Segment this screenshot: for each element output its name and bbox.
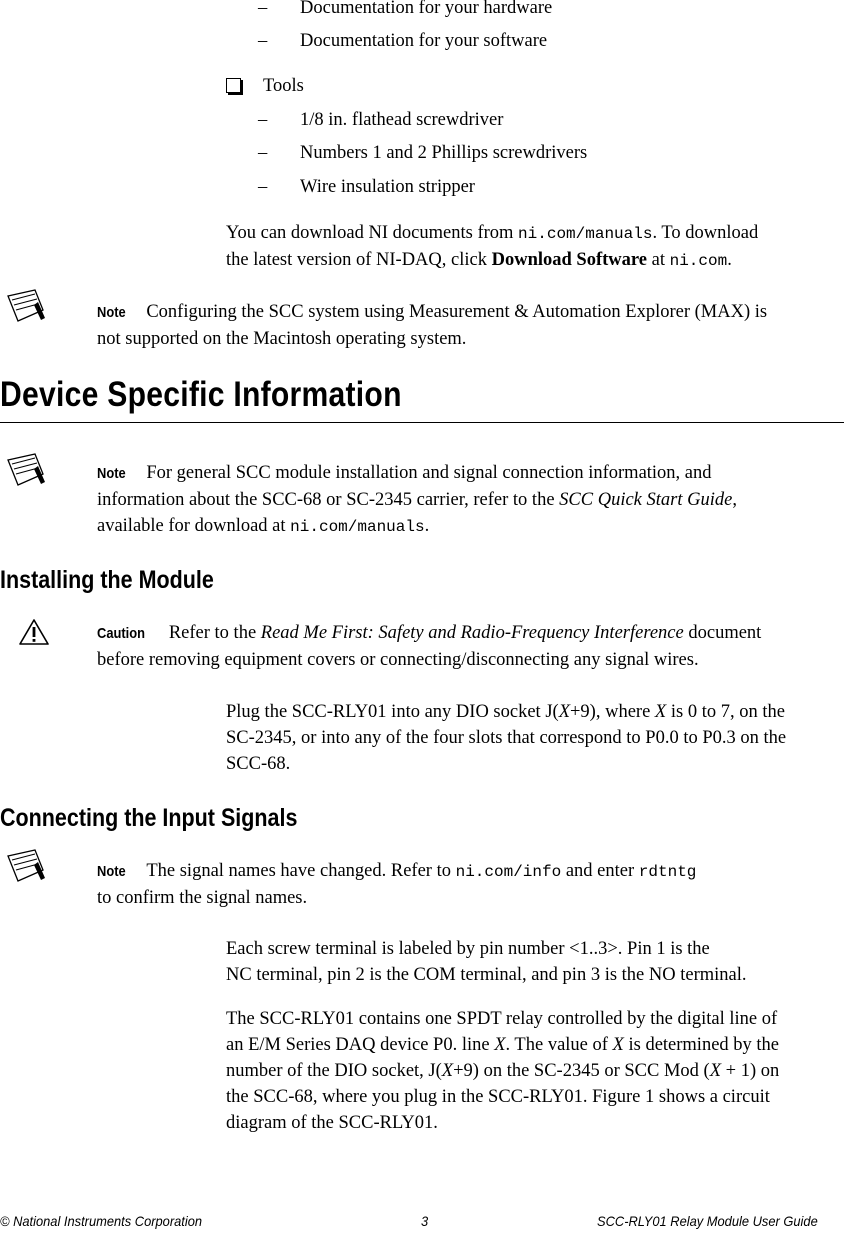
note-icon [5,288,47,326]
list-dash: – [258,177,268,197]
tools-item: 1/8 in. flathead screwdriver [300,110,504,130]
info-code: rdtntg [638,863,697,881]
manuals-link: ni.com/manuals [518,225,653,243]
software-docs-item: Documentation for your software [300,31,548,51]
hardware-docs-item: Documentation for your hardware [300,0,553,18]
read-me-first-title: Read Me First: Safety and Radio-Frequency Interference [260,623,684,643]
title-rule [0,422,844,423]
relay-paragraph: The SCC-RLY01 contains one SPDT relay controlled by the digital line of an E/M Series DAQ device P0. line X. The value of X is determined by the number of the DIO socket, J(X+9) on the SC-2345 or SCC Mod (X + 1) on the SCC-68, where you plug in the SCC-RLY01. Figure 1 shows a circuit diagram of the SCC-RLY01. [226,1009,780,1133]
note-configuring-max: Note Configuring the SCC system using Measurement & Automation Explorer (MAX) is not supported on the Macintosh operating system. [97,302,768,349]
tools-item: Wire insulation stripper [300,177,475,197]
caution-icon [18,618,50,646]
installing-module-heading: Installing the Module [0,566,214,594]
download-software-text: Download Software [491,250,647,270]
caution-safety: Caution Refer to the Read Me First: Safety and Radio-Frequency Interference document before removing equipment covers or connecting/disconnecting any signal wires. [97,623,762,670]
checkbox-icon [226,78,241,93]
footer-guide-title: SCC-RLY01 Relay Module User Guide [597,1213,818,1229]
list-dash: – [258,0,268,18]
tools-item: Numbers 1 and 2 Phillips screwdrivers [300,143,588,163]
footer-copyright: © National Instruments Corporation [0,1213,203,1229]
terminal-paragraph: Each screw terminal is labeled by pin number <1..3>. Pin 1 is the NC terminal, pin 2 is the COM terminal, and pin 3 is the NO terminal. [226,939,747,985]
list-dash: – [258,110,268,130]
connecting-signals-heading: Connecting the Input Signals [0,804,298,832]
list-dash: – [258,143,268,163]
note-icon [5,848,47,886]
download-paragraph: You can download NI documents from ni.com/manuals. To download the latest version of NI-DAQ, click Download Software at ni.com. [226,223,759,270]
info-link: ni.com/info [455,863,562,881]
list-dash: – [258,31,268,51]
scc-quick-start-guide-title: SCC Quick Start Guide [559,490,733,510]
page-title: Device Specific Information [0,375,402,414]
note-icon [5,452,47,490]
note-signal-names: Note The signal names have changed. Refer to ni.com/info and enter rdtntg to confirm the signal names. [97,861,697,908]
note-general-scc: Note For general SCC module installation and signal connection information, and information about the SCC-68 or SC-2345 carrier, refer to the SCC Quick Start Guide, available for download at ni.com/manuals. [97,463,737,536]
tools-label: Tools [263,76,304,96]
page-number: 3 [421,1213,429,1229]
plug-paragraph: Plug the SCC-RLY01 into any DIO socket J(X+9), where X is 0 to 7, on the SC-2345, or into any of the four slots that correspond to P0.0 to P0.3 on the SCC-68. [226,702,787,774]
